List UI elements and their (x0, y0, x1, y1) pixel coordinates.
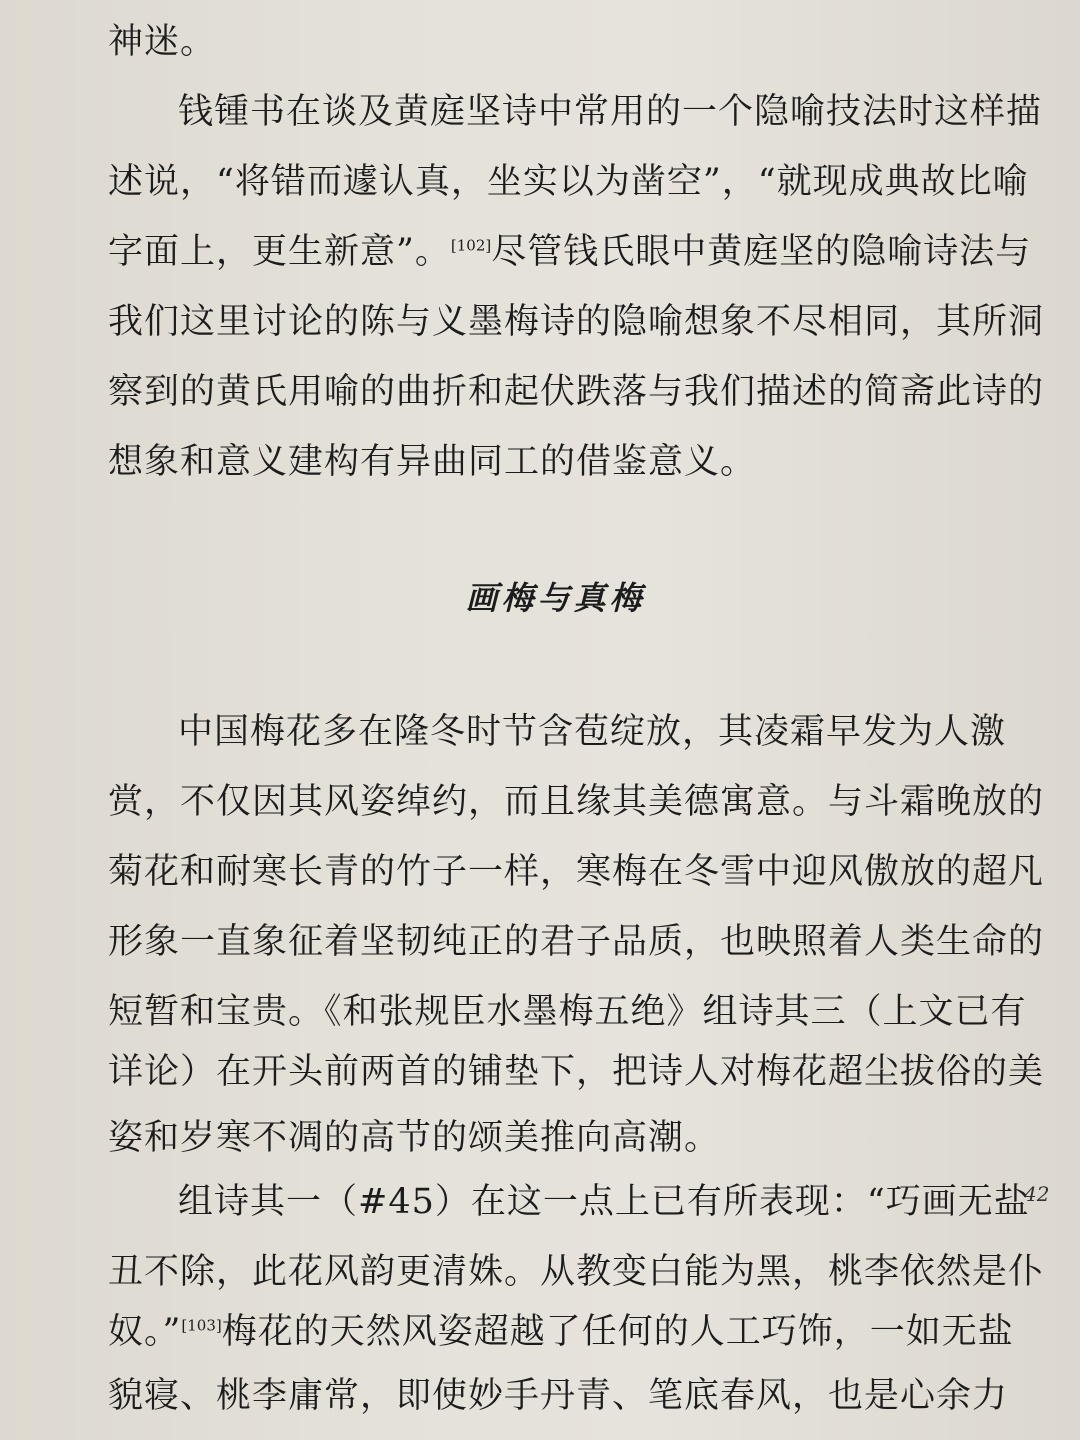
text-line: 中国梅花多在隆冬时节含苞绽放，其凌霜早发为人激 (178, 712, 1007, 752)
text-fragment: 尽管钱氏眼中黄庭坚的隐喻诗法与 (491, 232, 1032, 272)
text-line (108, 1306, 1014, 1358)
footnote-ref: [102] (450, 236, 492, 255)
text-fragment: 梅花的天然风姿超越了任何的人工巧饰，一如无盐 (221, 1312, 1014, 1352)
text-line (108, 226, 1032, 278)
text-line: 我们这里讨论的陈与义墨梅诗的隐喻想象不尽相同，其所洞 (108, 302, 1045, 342)
text-line: 察到的黄氏用喻的曲折和起伏跌落与我们描述的简斋此诗的 (108, 372, 1045, 412)
text-line: 貌寝、桃李庸常，即使妙手丹青、笔底春风，也是心余力 (108, 1376, 1009, 1416)
text-line: 短暂和宝贵。《和张规臣水墨梅五绝》组诗其三（上文已有 (108, 992, 1027, 1032)
text-line: 组诗其一（#45）在这一点上已有所表现：“巧画无盐 (178, 1182, 1030, 1222)
text-line: 丑不除，此花风韵更清姝。从教变白能为黑，桃李依然是仆 (108, 1252, 1045, 1292)
text-line: 姿和岁寒不凋的高节的颂美推向高潮。 (108, 1118, 721, 1158)
text-fragment: 奴。” (108, 1312, 182, 1352)
page-number: 42 (1024, 1182, 1050, 1206)
text-line: 详论）在开头前两首的铺垫下，把诗人对梅花超尘拔俗的美 (108, 1052, 1045, 1092)
text-line: 菊花和耐寒长青的竹子一样，寒梅在冬雪中迎风傲放的超凡 (108, 852, 1045, 892)
text-line: 神迷。 (108, 22, 217, 62)
text-line: 形象一直象征着坚韧纯正的君子品质，也映照着人类生命的 (108, 922, 1045, 962)
text-line: 钱锺书在谈及黄庭坚诗中常用的一个隐喻技法时这样描 (178, 92, 1043, 132)
text-fragment: 字面上，更生新意”。 (108, 232, 451, 272)
footnote-ref: [103] (181, 1316, 222, 1335)
text-line: 述说，“将错而遽认真，坐实以为凿空”，“就现成典故比喻 (108, 162, 1029, 202)
text-line: 想象和意义建构有异曲同工的借鉴意义。 (108, 442, 757, 482)
section-heading: 画梅与真梅 (465, 579, 646, 617)
text-line: 赏，不仅因其风姿绰约，而且缘其美德寓意。与斗霜晚放的 (108, 782, 1045, 822)
